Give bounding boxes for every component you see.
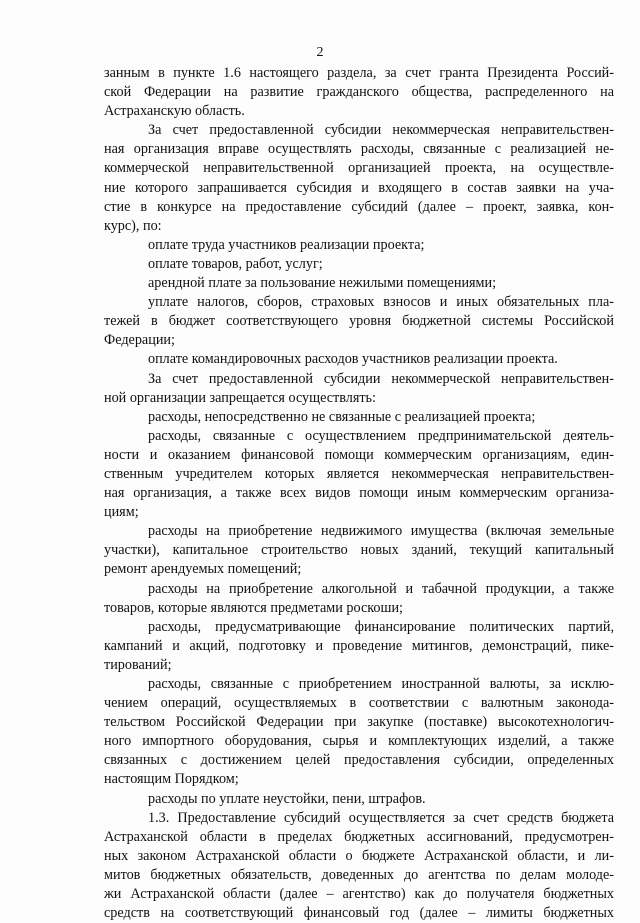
text-line: тирований;	[104, 656, 172, 673]
text-line: Федерации;	[104, 332, 175, 349]
page-number: 2	[316, 45, 324, 60]
text-line: расходы на приобретение недвижимого имущества (включая земельные	[148, 523, 614, 540]
text-line: ности и оказанием финансовой помощи коммерческим организациям, един-	[104, 446, 614, 463]
text-line: ная организация, а также всех видов помощи иным коммерческим организа-	[104, 485, 614, 502]
text-line: За счет предоставленной субсидии некоммерческая неправительствен-	[148, 122, 614, 139]
text-line: митов бюджетных обязательств, доведенных до агентства по делам молоде-	[104, 866, 614, 883]
text-line: расходы по уплате неустойки, пени, штрафов.	[148, 790, 426, 807]
text-line: оплате труда участников реализации проекта;	[148, 236, 425, 253]
text-line: коммерческой неправительственной организацией проекта, на осуществле-	[104, 160, 614, 177]
text-line: связанных с достижением целей предоставления субсидии, определенных	[104, 752, 614, 769]
text-line: стие в конкурсе на предоставление субсидий (далее – проект, заявка, кон-	[104, 198, 614, 215]
text-line: циям;	[104, 504, 139, 521]
text-line: кампаний и акций, подготовку и проведение митингов, демонстраций, пике-	[104, 637, 614, 654]
text-line: жи Астраханской области (далее – агентство) как до получателя бюджетных	[104, 886, 614, 903]
text-line: курс), по:	[104, 217, 162, 234]
text-line: средств на соответствующий финансовый год (далее – лимиты бюджетных	[104, 905, 614, 922]
text-line: чением операций, осуществляемых в соответствии с валютным законода-	[104, 695, 614, 712]
text-line: расходы, непосредственно не связанные с реализацией проекта;	[148, 408, 536, 425]
text-line: тельством Российской Федерации при закупке (поставке) высокотехнологич-	[104, 714, 614, 731]
text-line: ных законом Астраханской области о бюджете Астраханской области, и ли-	[104, 847, 614, 864]
text-line: ного импортного оборудования, сырья и комплектующих изделий, а также	[104, 733, 614, 750]
text-line: Астраханскую область.	[104, 103, 245, 120]
text-line: ственным учредителем которых является некоммерческая неправительствен-	[104, 465, 614, 482]
text-line: оплате командировочных расходов участников реализации проекта.	[148, 351, 558, 368]
text-line: оплате товаров, работ, услуг;	[148, 255, 323, 272]
text-line: товаров, которые являются предметами роскоши;	[104, 599, 403, 616]
text-line: арендной плате за пользование нежилыми помещениями;	[148, 275, 497, 292]
text-line: участки), капитальное строительство новых зданий, текущий капитальный	[104, 542, 614, 559]
text-line: 1.3. Предоставление субсидий осуществляется за счет средств бюджета	[148, 809, 614, 826]
text-line: ной организации запрещается осуществлять:	[104, 389, 376, 406]
text-line: настоящим Порядком;	[104, 771, 239, 788]
text-line: Астраханской области в пределах бюджетных ассигнований, предусмотрен-	[104, 828, 614, 845]
text-line: уплате налогов, сборов, страховых взносов и иных обязательных пла-	[148, 294, 614, 311]
text-line: расходы, связанные с осуществлением предпринимательской деятель-	[148, 427, 614, 444]
text-line: ской Федерации на развитие гражданского общества, распределенного на	[104, 84, 614, 101]
body-text	[104, 64, 614, 923]
text-line: За счет предоставленной субсидии некоммерческой неправительствен-	[148, 370, 614, 387]
text-line: ние которого запрашивается субсидия и входящего в состав заявки на уча-	[104, 179, 614, 196]
text-line: ная организация вправе осуществлять расходы, связанные с реализацией не-	[104, 141, 614, 158]
text-line: тежей в бюджет соответствующего уровня бюджетной системы Российской	[104, 313, 614, 330]
text-line: ремонт арендуемых помещений;	[104, 561, 302, 578]
text-line: занным в пункте 1.6 настоящего раздела, за счет гранта Президента Россий-	[104, 65, 614, 81]
text-line: расходы, предусматривающие финансирование политических партий,	[148, 618, 614, 635]
text-line: расходы на приобретение алкогольной и табачной продукции, а также	[148, 580, 614, 597]
text-line: расходы, связанные с приобретением иностранной валюты, за исклю-	[148, 676, 614, 692]
